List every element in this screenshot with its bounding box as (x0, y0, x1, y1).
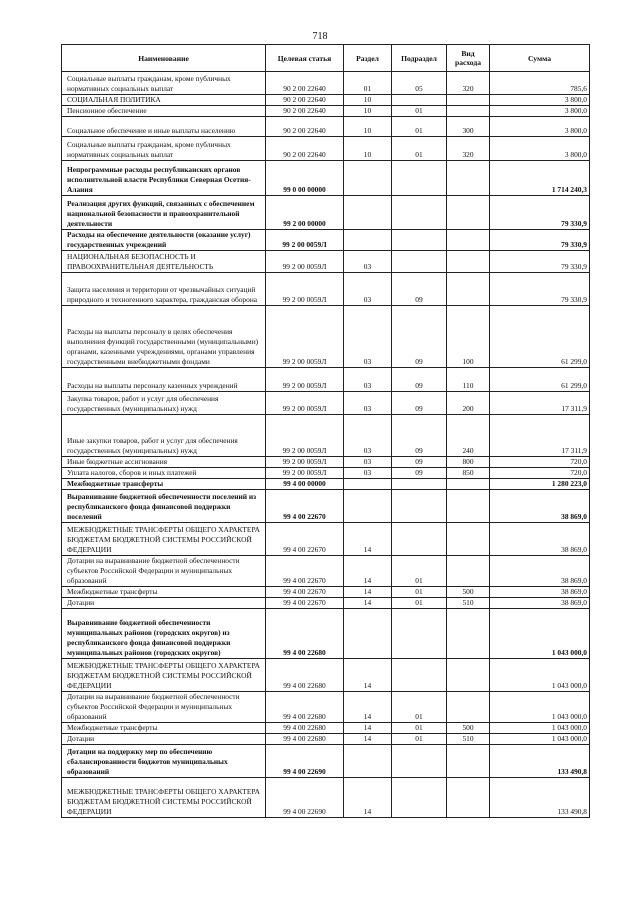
cell-kind: 800 (447, 457, 490, 468)
cell-target: 99 4 00 22680 (266, 734, 344, 745)
cell-target: 99 4 00 22670 (266, 556, 344, 587)
cell-subsection: 09 (392, 273, 447, 306)
cell-subsection: 09 (392, 368, 447, 392)
cell-section: 14 (344, 778, 392, 818)
cell-target: 99 4 00 22680 (266, 609, 344, 659)
cell-sum: 1 043 000,0 (490, 734, 590, 745)
cell-name: Дотации (62, 598, 266, 609)
table-row (62, 117, 590, 137)
cell-target: 99 2 00 0059Л (266, 415, 344, 457)
cell-target: 90 2 00 22640 (266, 72, 344, 95)
table-row (62, 490, 590, 523)
cell-subsection: 01 (392, 556, 447, 587)
cell-name: Защита населения и территории от чрезвычайных ситуаций природного и техногенного характера, гражданская оборона (62, 273, 266, 306)
cell-target: 99 4 00 22680 (266, 659, 344, 692)
cell-name: Пенсионное обеспечение (62, 106, 266, 117)
cell-target: 99 4 00 22670 (266, 587, 344, 598)
cell-section: 14 (344, 659, 392, 692)
cell-sum: 1 714 240,3 (490, 161, 590, 196)
cell-subsection: 01 (392, 598, 447, 609)
cell-subsection: 01 (392, 734, 447, 745)
cell-subsection (392, 196, 447, 230)
cell-subsection: 01 (392, 106, 447, 117)
cell-name: Межбюджетные трансферты (62, 587, 266, 598)
table-row (62, 692, 590, 723)
cell-kind (447, 95, 490, 106)
cell-sum: 1 043 000,0 (490, 609, 590, 659)
table-row (62, 95, 590, 106)
cell-sum: 61 299,0 (490, 368, 590, 392)
cell-target: 99 0 00 00000 (266, 161, 344, 196)
cell-subsection: 09 (392, 457, 447, 468)
cell-name: Межбюджетные трансферты (62, 723, 266, 734)
cell-section (344, 479, 392, 490)
cell-sum: 1 280 223,0 (490, 479, 590, 490)
cell-sum: 61 299,0 (490, 306, 590, 368)
header-row (62, 45, 590, 72)
cell-kind (447, 490, 490, 523)
cell-sum: 17 311,9 (490, 415, 590, 457)
cell-kind (447, 609, 490, 659)
cell-kind: 100 (447, 306, 490, 368)
cell-subsection: 01 (392, 117, 447, 137)
table-row (62, 306, 590, 368)
cell-sum: 79 330,9 (490, 230, 590, 251)
page-number: 718 (312, 31, 328, 42)
cell-subsection (392, 745, 447, 778)
cell-sum: 3 800,0 (490, 95, 590, 106)
cell-kind (447, 273, 490, 306)
cell-subsection: 09 (392, 468, 447, 479)
budget-table (61, 44, 590, 818)
cell-subsection: 01 (392, 137, 447, 161)
cell-section: 14 (344, 723, 392, 734)
table-row (62, 230, 590, 251)
cell-subsection: 01 (392, 587, 447, 598)
cell-subsection (392, 490, 447, 523)
cell-kind (447, 523, 490, 556)
cell-sum: 720,0 (490, 457, 590, 468)
header-sum: Сумма (490, 45, 590, 72)
table-row (62, 468, 590, 479)
cell-kind (447, 659, 490, 692)
cell-target: 99 4 00 22670 (266, 490, 344, 523)
cell-name: Иные закупки товаров, работ и услуг для обеспечения государственных (муниципальных) нужд (62, 415, 266, 457)
cell-kind: 200 (447, 392, 490, 415)
table-row (62, 734, 590, 745)
cell-target: 99 2 00 0059Л (266, 392, 344, 415)
header-kind: Вид расхода (447, 45, 490, 72)
cell-target: 99 2 00 00000 (266, 196, 344, 230)
cell-name: Межбюджетные трансферты (62, 479, 266, 490)
header-name: Наименование (62, 45, 266, 72)
cell-subsection (392, 230, 447, 251)
table-row (62, 587, 590, 598)
cell-section: 14 (344, 523, 392, 556)
cell-kind (447, 230, 490, 251)
cell-section (344, 161, 392, 196)
cell-sum: 133 490,8 (490, 745, 590, 778)
cell-sum: 1 043 000,0 (490, 659, 590, 692)
cell-target: 99 4 00 22690 (266, 745, 344, 778)
cell-subsection: 09 (392, 392, 447, 415)
cell-name: СОЦИАЛЬНАЯ ПОЛИТИКА (62, 95, 266, 106)
cell-subsection (392, 659, 447, 692)
cell-subsection (392, 609, 447, 659)
cell-target: 90 2 00 22640 (266, 117, 344, 137)
cell-sum: 1 043 000,0 (490, 692, 590, 723)
cell-sum: 38 869,0 (490, 556, 590, 587)
cell-sum: 38 869,0 (490, 490, 590, 523)
cell-name: Уплата налогов, сборов и иных платежей (62, 468, 266, 479)
cell-sum: 79 330,9 (490, 251, 590, 273)
cell-target: 99 2 00 0059Л (266, 457, 344, 468)
cell-kind (447, 161, 490, 196)
table-row (62, 659, 590, 692)
cell-name: Социальные выплаты гражданам, кроме публичных нормативных социальных выплат (62, 137, 266, 161)
cell-section: 03 (344, 273, 392, 306)
cell-target: 90 2 00 22640 (266, 106, 344, 117)
cell-target: 99 4 00 00000 (266, 479, 344, 490)
table-row (62, 479, 590, 490)
cell-target: 99 4 00 22670 (266, 523, 344, 556)
cell-sum: 1 043 000,0 (490, 723, 590, 734)
cell-section: 03 (344, 306, 392, 368)
cell-name: Социальное обеспечение и иные выплаты населению (62, 117, 266, 137)
cell-target: 99 2 00 0059Л (266, 368, 344, 392)
cell-section: 03 (344, 368, 392, 392)
cell-section: 03 (344, 392, 392, 415)
table-row (62, 457, 590, 468)
cell-subsection (392, 251, 447, 273)
cell-sum: 133 490,8 (490, 778, 590, 818)
cell-subsection (392, 778, 447, 818)
cell-target: 99 2 00 0059Л (266, 251, 344, 273)
cell-section: 10 (344, 117, 392, 137)
cell-subsection: 05 (392, 72, 447, 95)
table-row (62, 273, 590, 306)
cell-name: Дотации на поддержку мер по обеспечению сбалансированности бюджетов муниципальных образований (62, 745, 266, 778)
table-row (62, 106, 590, 117)
cell-target: 99 2 00 0059Л (266, 273, 344, 306)
cell-target: 99 2 00 0059Л (266, 230, 344, 251)
cell-target: 99 4 00 22670 (266, 598, 344, 609)
cell-section: 01 (344, 72, 392, 95)
table-row (62, 745, 590, 778)
cell-sum: 3 800,0 (490, 137, 590, 161)
table-row (62, 392, 590, 415)
cell-name: Выравнивание бюджетной обеспеченности муниципальных районов (городских округов) из республиканского фонда финансовой поддержки муниципальных районов (городских округов) (62, 609, 266, 659)
cell-kind: 110 (447, 368, 490, 392)
cell-subsection: 01 (392, 692, 447, 723)
cell-kind: 510 (447, 734, 490, 745)
cell-name: Дотации на выравнивание бюджетной обеспеченности субъектов Российской Федерации и муниципальных образований (62, 692, 266, 723)
table-row (62, 161, 590, 196)
cell-kind (447, 745, 490, 778)
cell-kind (447, 251, 490, 273)
cell-kind: 240 (447, 415, 490, 457)
table-row (62, 609, 590, 659)
cell-kind: 850 (447, 468, 490, 479)
table-row (62, 415, 590, 457)
cell-subsection (392, 95, 447, 106)
cell-sum: 3 800,0 (490, 117, 590, 137)
cell-subsection: 09 (392, 415, 447, 457)
cell-section (344, 490, 392, 523)
table-row (62, 556, 590, 587)
cell-name: Выравнивание бюджетной обеспеченности поселений из республиканского фонда финансовой поддержки поселений (62, 490, 266, 523)
cell-target: 99 4 00 22690 (266, 778, 344, 818)
cell-name: МЕЖБЮДЖЕТНЫЕ ТРАНСФЕРТЫ ОБЩЕГО ХАРАКТЕРА БЮДЖЕТАМ БЮДЖЕТНОЙ СИСТЕМЫ РОССИЙСКОЙ ФЕДЕРАЦИИ (62, 778, 266, 818)
cell-section: 03 (344, 415, 392, 457)
cell-subsection (392, 161, 447, 196)
cell-target: 99 4 00 22680 (266, 692, 344, 723)
table-row (62, 368, 590, 392)
cell-section: 14 (344, 587, 392, 598)
cell-section: 03 (344, 251, 392, 273)
cell-sum: 3 800,0 (490, 106, 590, 117)
cell-section (344, 196, 392, 230)
cell-kind (447, 479, 490, 490)
cell-target: 99 2 00 0059Л (266, 306, 344, 368)
cell-sum: 38 869,0 (490, 587, 590, 598)
cell-section: 10 (344, 106, 392, 117)
cell-subsection: 09 (392, 306, 447, 368)
cell-section (344, 609, 392, 659)
cell-name: Расходы на выплаты персоналу казенных учреждений (62, 368, 266, 392)
table-row (62, 137, 590, 161)
cell-target: 99 2 00 0059Л (266, 468, 344, 479)
cell-section: 03 (344, 468, 392, 479)
cell-kind (447, 106, 490, 117)
cell-name: Социальные выплаты гражданам, кроме публичных нормативных социальных выплат (62, 72, 266, 95)
cell-subsection (392, 479, 447, 490)
cell-kind: 510 (447, 598, 490, 609)
cell-target: 90 2 00 22640 (266, 95, 344, 106)
cell-name: НАЦИОНАЛЬНАЯ БЕЗОПАСНОСТЬ И ПРАВООХРАНИТЕЛЬНАЯ ДЕЯТЕЛЬНОСТЬ (62, 251, 266, 273)
table-row (62, 72, 590, 95)
cell-section (344, 745, 392, 778)
cell-section: 10 (344, 95, 392, 106)
cell-subsection: 01 (392, 723, 447, 734)
cell-section: 10 (344, 137, 392, 161)
cell-kind: 320 (447, 137, 490, 161)
cell-section: 03 (344, 457, 392, 468)
cell-name: Дотации (62, 734, 266, 745)
cell-sum: 720,0 (490, 468, 590, 479)
cell-section: 14 (344, 734, 392, 745)
cell-name: Реализация других функций, связанных с обеспечением национальной безопасности и правоохранительной деятельности (62, 196, 266, 230)
cell-kind: 320 (447, 72, 490, 95)
cell-name: МЕЖБЮДЖЕТНЫЕ ТРАНСФЕРТЫ ОБЩЕГО ХАРАКТЕРА БЮДЖЕТАМ БЮДЖЕТНОЙ СИСТЕМЫ РОССИЙСКОЙ ФЕДЕРАЦИИ (62, 659, 266, 692)
cell-name: МЕЖБЮДЖЕТНЫЕ ТРАНСФЕРТЫ ОБЩЕГО ХАРАКТЕРА БЮДЖЕТАМ БЮДЖЕТНОЙ СИСТЕМЫ РОССИЙСКОЙ ФЕДЕРАЦИИ (62, 523, 266, 556)
header-section: Раздел (344, 45, 392, 72)
cell-sum: 785,6 (490, 72, 590, 95)
cell-kind (447, 778, 490, 818)
cell-subsection (392, 523, 447, 556)
table-row (62, 196, 590, 230)
cell-name: Непрограммные расходы республиканских органов исполнительной власти Республики Северная Осетия-Алания (62, 161, 266, 196)
table-row (62, 723, 590, 734)
cell-name: Закупка товаров, работ и услуг для обеспечения государственных (муниципальных) нужд (62, 392, 266, 415)
table-row (62, 598, 590, 609)
header-subsection: Подраздел (392, 45, 447, 72)
cell-kind (447, 692, 490, 723)
table-row (62, 523, 590, 556)
cell-section: 14 (344, 556, 392, 587)
cell-section (344, 230, 392, 251)
cell-kind (447, 556, 490, 587)
cell-kind: 500 (447, 587, 490, 598)
header-target: Целевая статья (266, 45, 344, 72)
cell-section: 14 (344, 598, 392, 609)
table-body (62, 72, 590, 818)
table-row (62, 251, 590, 273)
cell-kind: 500 (447, 723, 490, 734)
cell-kind: 300 (447, 117, 490, 137)
cell-section: 14 (344, 692, 392, 723)
cell-sum: 79 330,9 (490, 273, 590, 306)
cell-target: 90 2 00 22640 (266, 137, 344, 161)
cell-name: Расходы на выплаты персоналу в целях обеспечения выполнения функций государственными (муниципальными) органами, казенными учреждениями, органами управления государственными внебюджетными фондами (62, 306, 266, 368)
cell-sum: 38 869,0 (490, 523, 590, 556)
cell-kind (447, 196, 490, 230)
cell-name: Расходы на обеспечение деятельности (оказание услуг) государственных учреждений (62, 230, 266, 251)
cell-name: Иные бюджетные ассигнования (62, 457, 266, 468)
cell-sum: 38 869,0 (490, 598, 590, 609)
cell-target: 99 4 00 22680 (266, 723, 344, 734)
table-row (62, 778, 590, 818)
cell-name: Дотации на выравнивание бюджетной обеспеченности субъектов Российской Федерации и муниципальных образований (62, 556, 266, 587)
cell-sum: 79 330,9 (490, 196, 590, 230)
cell-sum: 17 311,9 (490, 392, 590, 415)
